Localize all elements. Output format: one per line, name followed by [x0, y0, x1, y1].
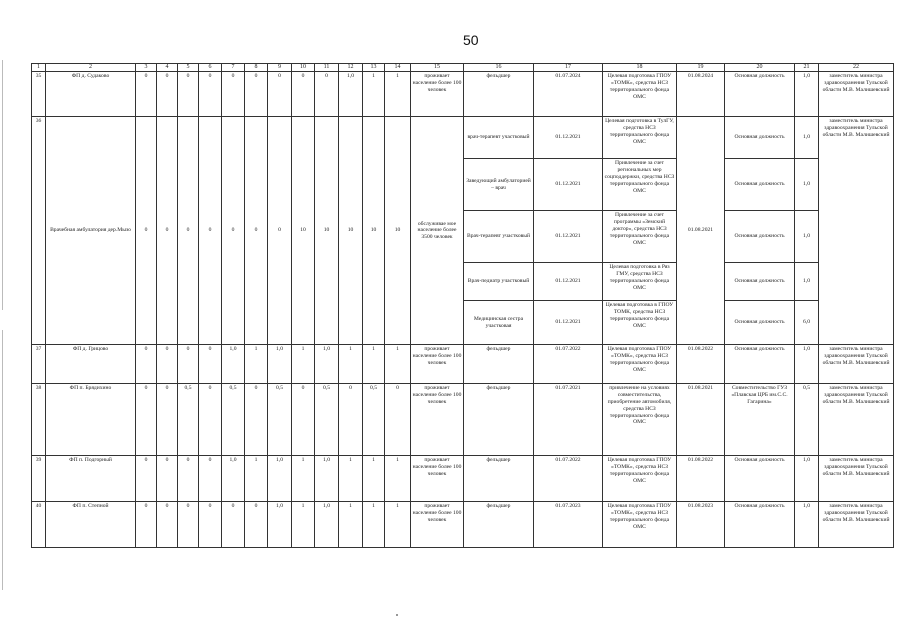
funding-source-cell: привлечение на условиях совместительства, приобретение автомобиля, средства НСЗ территориального фонда ОМС: [603, 384, 677, 456]
value-cell: 0: [178, 117, 199, 345]
funding-source-cell: Привлечение за счет региональных мер соцподдержки, средства НСЗ территориального фонда ОМС: [603, 159, 677, 211]
value-cell: 1: [245, 456, 268, 502]
employment-type-cell: Основная должность: [725, 502, 795, 548]
value-cell: 1: [245, 345, 268, 384]
employment-type-cell: Основная должность: [725, 456, 795, 502]
start-date-cell: 01.12.2021: [534, 159, 603, 211]
value-cell: 1: [339, 345, 363, 384]
value-cell: 0: [136, 384, 157, 456]
value-cell: 0: [199, 72, 222, 117]
funding-source-cell: Целевая подготовка в ТулГУ, средства НСЗ территориального фонда ОМС: [603, 117, 677, 159]
rate-cell: 1,0: [795, 502, 819, 548]
start-date-cell: 01.07.2021: [534, 384, 603, 456]
value-cell: 10: [385, 117, 411, 345]
table-row: [32, 117, 894, 159]
rate-cell: 0,5: [795, 384, 819, 456]
column-number-cell: 6: [199, 64, 222, 72]
row-number-cell: 36: [32, 117, 46, 345]
value-cell: 0: [245, 72, 268, 117]
end-date-cell: 01.08.2022: [677, 345, 725, 384]
rate-cell: 6,0: [795, 301, 819, 345]
row-number-cell: 38: [32, 384, 46, 456]
rate-cell: 1,0: [795, 117, 819, 159]
value-cell: 0,5: [178, 384, 199, 456]
column-number-cell: 17: [534, 64, 603, 72]
value-cell: 0: [245, 502, 268, 548]
value-cell: 0: [136, 72, 157, 117]
value-cell: 0: [292, 72, 315, 117]
value-cell: 1,0: [315, 502, 339, 548]
value-cell: 1: [339, 502, 363, 548]
start-date-cell: 01.07.2024: [534, 72, 603, 117]
value-cell: 0: [157, 384, 178, 456]
population-cell: проживает население более 100 человек: [411, 456, 464, 502]
facility-name-cell: ФП д. Судаково: [46, 72, 136, 117]
position-cell: фельдшер: [464, 345, 534, 384]
value-cell: 1: [363, 502, 385, 548]
employment-type-cell: Основная должность: [725, 211, 795, 263]
value-cell: 0: [178, 502, 199, 548]
start-date-cell: 01.12.2021: [534, 301, 603, 345]
value-cell: 1: [292, 502, 315, 548]
row-number-cell: 35: [32, 72, 46, 117]
end-date-cell: 01.08.2021: [677, 384, 725, 456]
column-number-cell: 4: [157, 64, 178, 72]
start-date-cell: 01.12.2021: [534, 211, 603, 263]
position-cell: Врач-педиатр участковый: [464, 263, 534, 301]
column-number-cell: 13: [363, 64, 385, 72]
population-cell: обслуживае мое население более 3500 человек: [411, 117, 464, 345]
position-cell: Заведующий амбулаторией – врач: [464, 159, 534, 211]
column-number-row: [32, 64, 894, 72]
value-cell: 0: [157, 117, 178, 345]
end-date-cell: 01.08.2021: [677, 117, 725, 345]
value-cell: 1,0: [268, 345, 292, 384]
value-cell: 0: [268, 117, 292, 345]
funding-source-cell: Привлечение за счет программы «Земский доктор», средства НСЗ территориального фонда ОМС: [603, 211, 677, 263]
value-cell: 0: [245, 384, 268, 456]
value-cell: 0,5: [222, 384, 245, 456]
page-edge-line: [2, 330, 3, 590]
value-cell: 1,0: [222, 345, 245, 384]
table-row: [32, 384, 894, 456]
population-cell: проживает население более 100 человек: [411, 502, 464, 548]
start-date-cell: 01.12.2021: [534, 263, 603, 301]
responsible-cell: заместитель министра здравоохранения Тульской области М.В. Малишевский: [819, 384, 894, 456]
value-cell: 0: [199, 384, 222, 456]
value-cell: 10: [339, 117, 363, 345]
end-date-cell: 01.08.2024: [677, 72, 725, 117]
value-cell: 0: [199, 456, 222, 502]
facility-name-cell: ФП п. Брядихино: [46, 384, 136, 456]
employment-type-cell: Основная должность: [725, 159, 795, 211]
value-cell: 1,0: [268, 502, 292, 548]
column-number-cell: 2: [46, 64, 136, 72]
value-cell: 1: [339, 456, 363, 502]
funding-source-cell: Целевая подготовка ГПОУ «ТОМК», средства НСЗ территориального фонда ОМС: [603, 502, 677, 548]
population-cell: проживает население более 100 человек: [411, 72, 464, 117]
row-number-cell: 40: [32, 502, 46, 548]
value-cell: 0: [178, 345, 199, 384]
value-cell: 0: [136, 345, 157, 384]
rate-cell: 1,0: [795, 211, 819, 263]
value-cell: 0: [199, 117, 222, 345]
end-date-cell: 01.08.2023: [677, 502, 725, 548]
value-cell: 0: [136, 117, 157, 345]
table-row: [32, 72, 894, 117]
column-number-cell: 1: [32, 64, 46, 72]
value-cell: 0: [222, 117, 245, 345]
column-number-cell: 21: [795, 64, 819, 72]
value-cell: 0: [178, 456, 199, 502]
value-cell: 1,0: [339, 72, 363, 117]
value-cell: 0: [199, 502, 222, 548]
column-number-cell: 10: [292, 64, 315, 72]
table-row: [32, 456, 894, 502]
value-cell: 1,0: [315, 345, 339, 384]
value-cell: 1: [363, 456, 385, 502]
value-cell: 1: [385, 72, 411, 117]
value-cell: 1: [292, 345, 315, 384]
value-cell: 0: [222, 502, 245, 548]
facility-name-cell: Врачебная амбулатория дер.Мызо: [46, 117, 136, 345]
rate-cell: 1,0: [795, 72, 819, 117]
responsible-cell: заместитель министра здравоохранения Тульской области М.В. Малишевский: [819, 117, 894, 345]
start-date-cell: 01.12.2021: [534, 117, 603, 159]
population-cell: проживает население более 100 человек: [411, 345, 464, 384]
column-number-cell: 18: [603, 64, 677, 72]
value-cell: 0: [157, 456, 178, 502]
table-row: [32, 502, 894, 548]
column-number-cell: 12: [339, 64, 363, 72]
column-number-cell: 20: [725, 64, 795, 72]
employment-type-cell: Основная должность: [725, 117, 795, 159]
value-cell: 0,5: [315, 384, 339, 456]
responsible-cell: заместитель министра здравоохранения Тульской области М.В. Малишевский: [819, 72, 894, 117]
column-number-cell: 16: [464, 64, 534, 72]
value-cell: 1,0: [315, 456, 339, 502]
rate-cell: 1,0: [795, 159, 819, 211]
value-cell: 0,5: [363, 384, 385, 456]
employment-type-cell: Основная должность: [725, 72, 795, 117]
column-number-cell: 3: [136, 64, 157, 72]
page-edge-line: [2, 60, 3, 310]
value-cell: 0: [178, 72, 199, 117]
funding-source-cell: Целевая подготовка ГПОУ «ТОМК», средства НСЗ территориального фонда ОМС: [603, 456, 677, 502]
value-cell: 0: [385, 384, 411, 456]
funding-source-cell: Целевая подготовка ГПОУ «ТОМК», средства НСЗ территориального фонда ОМС: [603, 72, 677, 117]
funding-source-cell: Целевая подготовка в ГПОУ ТОМК, средства НСЗ территориального фонда ОМС: [603, 301, 677, 345]
column-number-cell: 14: [385, 64, 411, 72]
value-cell: 1,0: [222, 456, 245, 502]
row-number-cell: 37: [32, 345, 46, 384]
value-cell: 0: [157, 72, 178, 117]
value-cell: 1: [385, 456, 411, 502]
column-number-cell: 15: [411, 64, 464, 72]
column-number-cell: 22: [819, 64, 894, 72]
value-cell: 0: [136, 502, 157, 548]
column-number-cell: 8: [245, 64, 268, 72]
rate-cell: 1,0: [795, 456, 819, 502]
value-cell: 0: [315, 72, 339, 117]
column-number-cell: 7: [222, 64, 245, 72]
responsible-cell: заместитель министра здравоохранения Тульской области М.В. Малишевский: [819, 456, 894, 502]
row-number-cell: 39: [32, 456, 46, 502]
value-cell: 1: [363, 345, 385, 384]
table-row: [32, 345, 894, 384]
value-cell: 10: [315, 117, 339, 345]
start-date-cell: 01.07.2022: [534, 345, 603, 384]
column-number-cell: 11: [315, 64, 339, 72]
facility-name-cell: ФП п. Подгорный: [46, 456, 136, 502]
value-cell: 0: [339, 384, 363, 456]
value-cell: 0: [199, 345, 222, 384]
value-cell: 0: [157, 345, 178, 384]
position-cell: Медицинская сестра участковая: [464, 301, 534, 345]
value-cell: 1: [363, 72, 385, 117]
value-cell: 0: [136, 456, 157, 502]
employment-type-cell: Основная должность: [725, 263, 795, 301]
scan-speck: [396, 614, 398, 616]
facility-name-cell: ФП д. Грицово: [46, 345, 136, 384]
position-cell: фельдшер: [464, 502, 534, 548]
column-number-cell: 5: [178, 64, 199, 72]
value-cell: 10: [363, 117, 385, 345]
rate-cell: 1,0: [795, 263, 819, 301]
employment-type-cell: Совместительство ГУЗ «Плавская ЦРБ им.С.С. Гагарина»: [725, 384, 795, 456]
column-number-cell: 19: [677, 64, 725, 72]
position-cell: фельдшер: [464, 384, 534, 456]
start-date-cell: 01.07.2023: [534, 502, 603, 548]
value-cell: 1: [385, 502, 411, 548]
facility-name-cell: ФП п. Степной: [46, 502, 136, 548]
value-cell: 1: [385, 345, 411, 384]
end-date-cell: 01.08.2022: [677, 456, 725, 502]
value-cell: 0: [245, 117, 268, 345]
position-cell: фельдшер: [464, 72, 534, 117]
funding-source-cell: Целевая подготовка ГПОУ «ТОМК», средства НСЗ территориального фонда ОМС: [603, 345, 677, 384]
value-cell: 0,5: [268, 384, 292, 456]
value-cell: 1: [292, 456, 315, 502]
position-cell: Врач-терапевт участковый: [464, 211, 534, 263]
value-cell: 1,0: [268, 456, 292, 502]
start-date-cell: 01.07.2022: [534, 456, 603, 502]
page-number: 50: [463, 32, 479, 48]
rate-cell: 1,0: [795, 345, 819, 384]
value-cell: 0: [292, 384, 315, 456]
position-cell: фельдшер: [464, 456, 534, 502]
value-cell: 0: [157, 502, 178, 548]
value-cell: 0: [268, 72, 292, 117]
employment-type-cell: Основная должность: [725, 345, 795, 384]
population-cell: проживает население более 100 человек: [411, 384, 464, 456]
position-cell: врач-терапевт участковый: [464, 117, 534, 159]
column-number-cell: 9: [268, 64, 292, 72]
responsible-cell: заместитель министра здравоохранения Тульской области М.В. Малишевский: [819, 502, 894, 548]
funding-source-cell: Целевая подготовка в Ряз ГМУ, средства НСЗ территориального фонда ОМС: [603, 263, 677, 301]
value-cell: 0: [222, 72, 245, 117]
employment-type-cell: Основная должность: [725, 301, 795, 345]
value-cell: 10: [292, 117, 315, 345]
staffing-table: [31, 63, 894, 548]
responsible-cell: заместитель министра здравоохранения Тульской области М.В. Малишевский: [819, 345, 894, 384]
